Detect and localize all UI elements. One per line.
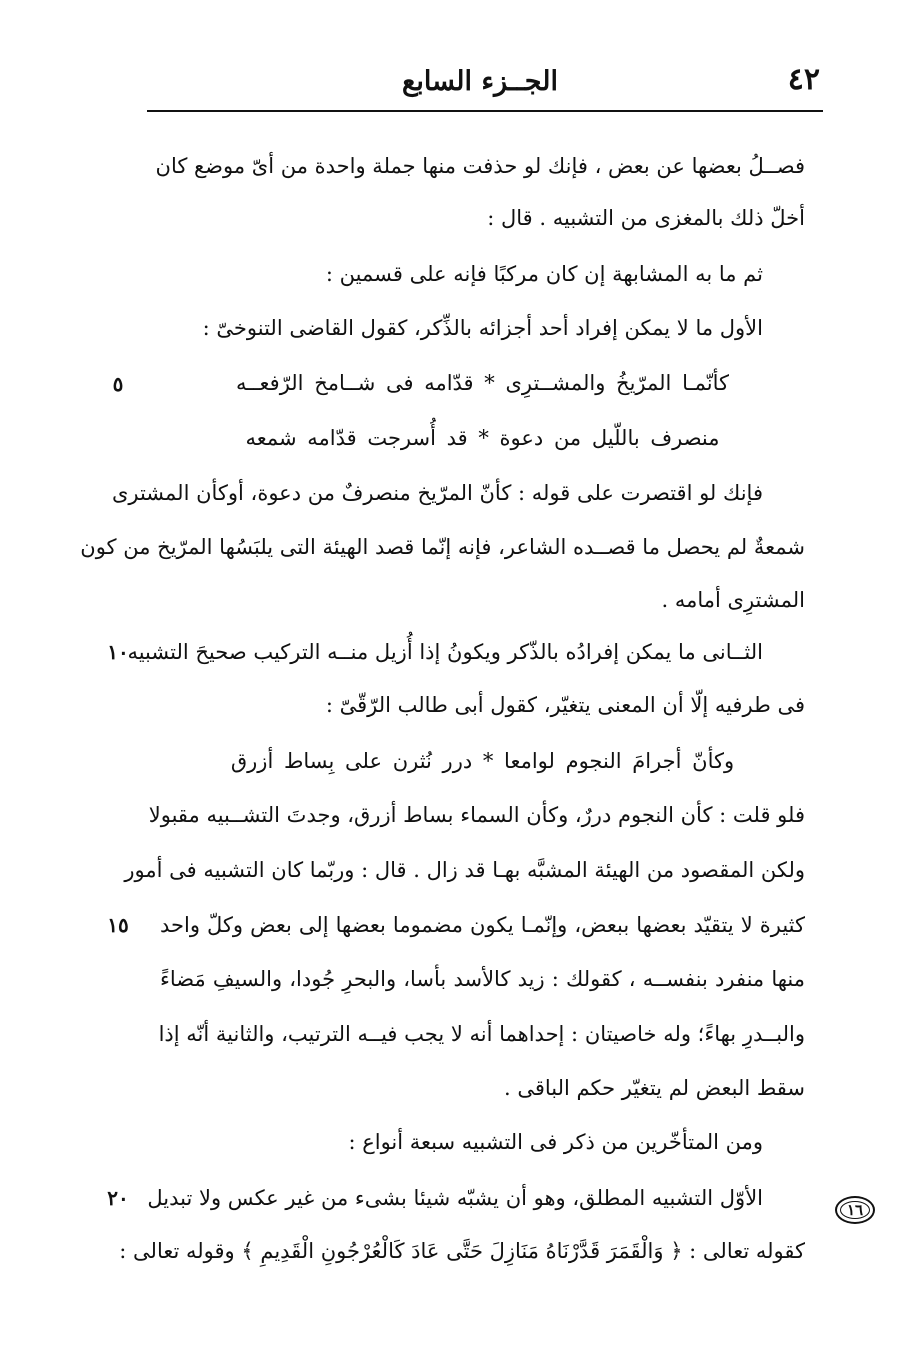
- text-line-11: ولكن المقصود من الهيئة المشبَّه بهـا قد زال . قال : وربّما كان التشبيه فى أمور: [124, 858, 805, 882]
- text-line-10: فلو قلت : كأن النجوم دررٌ، وكأن السماء بساط أزرق، وجدتَ التشــبيه مقبولا: [148, 803, 805, 827]
- line-number-15: ١٥: [107, 913, 129, 937]
- page-header: [140, 60, 820, 104]
- hizb-marker-stamp: ١٦: [835, 1196, 875, 1224]
- text-line-13: منها منفرد بنفســه ، كقولك : زيد كالأسد بأسا، والبحرِ جُودا، والسيفِ مَضاءً: [160, 967, 805, 991]
- text-line-4: الأول ما لا يمكن إفراد أحد أجزائه بالذِّكر، كقول القاضى التنوخىّ :: [202, 316, 763, 340]
- verse-line-2: منصرف باللّيل من دعوة * قد أُسرجت قدّامه شمعه: [245, 426, 720, 450]
- page-number: ٤٢: [787, 62, 820, 97]
- text-line-14: والبــدرِ بهاءً؛ وله خاصيتان : إحداهما أنه لا يجب فيــه الترتيب، والثانية أنّه إذا: [158, 1022, 805, 1046]
- line-number-5: ٥: [112, 372, 124, 396]
- text-line-18: كقوله تعالى : ﴿ وَالْقَمَرَ قَدَّرْنَاهُ مَنَازِلَ حَتَّى عَادَ كَالْعُرْجُونِ الْقَدِيمِ ﴾ وقوله تعالى :: [119, 1239, 805, 1263]
- text-line-12: كثيرة لا يتقيّد بعضها ببعض، وإنّمـا يكون مضموما بعضها إلى بعض وكلّ واحد: [160, 913, 805, 937]
- text-line-2: أخلّ ذلك بالمغزى من التشبيه . قال :: [487, 206, 805, 230]
- text-line-7: المشترِى أمامه .: [661, 588, 805, 612]
- text-line-16: ومن المتأخّرين من ذكر فى التشبيه سبعة أنواع :: [348, 1130, 763, 1154]
- text-line-6: شمعةٌ لم يحصل ما قصــده الشاعر، فإنه إنّما قصد الهيئة التى يلبَسُها المرّيخ من كون: [80, 535, 805, 559]
- line-number-10: ١٠: [107, 640, 129, 664]
- line-number-20: ٢٠: [107, 1186, 129, 1210]
- text-line-3: ثم ما به المشابهة إن كان مركبًا فإنه على قسمين :: [325, 262, 763, 286]
- text-line-15: سقط البعض لم يتغيّر حكم الباقى .: [504, 1076, 805, 1100]
- text-line-1: فصــلُ بعضها عن بعض ، فإنك لو حذفت منها جملة واحدة من أىّ موضع كان: [155, 154, 805, 178]
- verse-line-1: كأنّمـا المرّيخُ والمشــترِى * قدّامه فى شــامخ الرّفعــه: [235, 371, 730, 395]
- text-line-5: فإنك لو اقتصرت على قوله : كأنّ المرّيخ منصرفٌ من دعوة، أوكأن المشترى: [111, 481, 763, 505]
- text-line-9: فى طرفيه إلّا أن المعنى يتغيّر، كقول أبى طالب الرّقّىّ :: [325, 693, 805, 717]
- verse-line-3: وكأنّ أجرامَ النجوم لوامعا * درر نُثرن على بِساط أزرق: [230, 749, 735, 773]
- running-title: الجــزء السابع: [402, 66, 558, 97]
- text-line-17: الأوّل التشبيه المطلق، وهو أن يشبّه شيئا بشىء من غير عكس ولا تبديل: [147, 1186, 763, 1210]
- text-line-8: الثــانى ما يمكن إفرادُه بالذّكر ويكونُ إذا أُزيل منــه التركيب صحيحَ التشبيه: [127, 640, 763, 664]
- header-rule: [147, 110, 823, 112]
